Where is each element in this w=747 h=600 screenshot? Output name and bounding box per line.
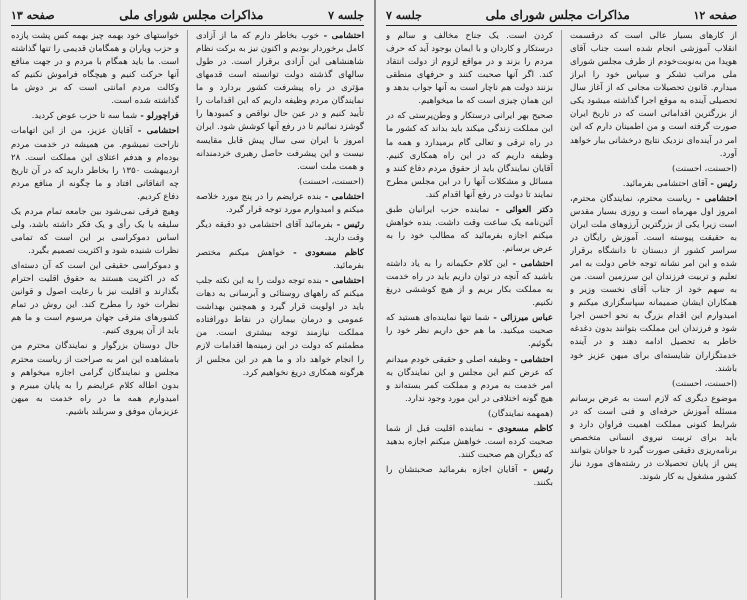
header-title: مذاکرات مجلس شورای ملی [119, 8, 264, 22]
paragraph-text: (احسنت، احسنت) [298, 176, 364, 187]
session-label: جلسه ۷ [328, 8, 364, 22]
speaker-paragraph [570, 193, 737, 376]
text-paragraph [570, 378, 737, 391]
paragraph-text: و دموکراسی حقیقی این است که آن دسته‌ای که در اکثریت هستند به حقوق اقلیت احترام بگذارند و اقلیت نیز با رعایت اصول و قوانین نظرات خود را مطرح کند. این روش در تمام کشورهای مترقی جهان مرسوم است و ما هم باید از آن پیروی کنیم. [10, 261, 180, 337]
paragraph-text: نماینده اقلیت قبل از شما صحبت کرده است. خواهش میکنم اجازه بدهید که دیگران هم صحبت کنند. [385, 423, 554, 460]
speaker-paragraph [386, 423, 553, 462]
text-paragraph [11, 260, 179, 338]
paragraph-text: خواهش میکنم مختصر بفرمائید. [195, 248, 364, 272]
paragraph-text: خوب بخاطر دارم که ما از آزادی کامل برخوردار بودیم و اکنون نیز به برکت نظام شاهنشاهی این آزادی برقرار است. در طول سالهای گذشته دولت توانسته است قدمهای مؤثری در راه پیشرفت کشور بردارد و ما نمایندگان مردم وظیفه داریم که این اقدامات را تأیید کنیم و در عین حال نواقص و کمبودها را گوشزد نمائیم تا در رفع آنها کوشش شود. ایران امروز با ایران سی سال پیش قابل مقایسه نیست و این پیشرفت حاصل رهبری خردمندانه و همت ملت است. [195, 31, 364, 172]
paragraph-text: حال دوستان بزرگوار و نمایندگان محترم من بامشاهده این امر به صراحت از ریاست محترم مجلس و نمایندگان گرامی اجازه میخواهم و بدون اطاله کلام عرایضم را به پایان میبرم و امیدوارم همه ما در راه خدمت به میهن عزیزمان موفق و سربلند باشیم. [10, 341, 180, 417]
speaker-name: کاظم مسعودی - [483, 423, 554, 434]
speaker-name: رئیس - [517, 465, 554, 475]
speaker-name: احتشامی - [507, 259, 554, 270]
paragraph-text: شما سه تا حزب عوض کردید. [31, 111, 138, 122]
speaker-name: احتشامی - [691, 193, 737, 204]
speaker-paragraph [386, 354, 553, 406]
text-paragraph [570, 163, 737, 176]
paragraph-text: صحیح بهر ایرانی درستکار و وطن‌پرستی که در این مملکت زندگی میکند باید بداند که کشور ما در راه ترقی و تعالی گام برمیدارد و همه ما وظیفه داریم که در این راه همکاری کنیم. آقایان نمایندگان باید از حقوق مردم دفاع کنند و مسائل و مشکلات آنها را در این مجلس مطرح نمایند تا دولت در رفع آنها اقدام کند. [385, 111, 554, 200]
speaker-paragraph [570, 178, 737, 191]
text-paragraph [386, 110, 553, 201]
speaker-paragraph [386, 312, 553, 351]
speaker-paragraph [196, 275, 364, 380]
text-paragraph [11, 30, 179, 108]
page-12 [374, 0, 747, 600]
speaker-paragraph [11, 125, 179, 203]
text-paragraph [570, 30, 737, 161]
text-paragraph [570, 393, 737, 484]
paragraph-text: (احسنت، احسنت) [671, 378, 737, 389]
speaker-paragraph [11, 110, 179, 123]
speaker-name: دکتر العوائی - [489, 204, 554, 215]
paragraph-text: (احسنت، احسنت) [671, 163, 737, 174]
paragraph-text: بنده عرایضم را در پنج مورد خلاصه میکنم و امیدوارم مورد توجه قرار گیرد. [195, 191, 364, 215]
text-paragraph [196, 176, 364, 189]
speaker-paragraph [196, 191, 364, 217]
speaker-paragraph [386, 204, 553, 256]
page-number: صفحه ۱۳ [11, 8, 55, 22]
text-paragraph [11, 206, 179, 258]
paragraph-text: ریاست محترم، نمایندگان محترم، امروز اول مهرماه است و روزی بسیار مقدس است زیرا یکی از بزرگترین آرزوهای ملت ایران به حقیقت پیوسته است. آموزش رایگان در سراسر کشور از دبستان تا دانشگاه برقرار شده و این امر نشانه توجه خاص دولت به امر تعلیم و تربیت فرزندان این سرزمین است. من به سهم خود از جناب آقای نخست وزیر و همکاران ایشان صمیمانه سپاسگزاری میکنم و امیدوارم این اقدام بزرگ به نحو احسن اجرا شود و فرزندان این مملکت بتوانند بدون دغدغه خاطر به تحصیل ادامه دهند و در آینده خدمتگزاران شایسته‌ای برای میهن عزیز خود باشند. [569, 193, 737, 374]
paragraph-text: وظیفه اصلی و حقیقی خودم میدانم که عرض کنم این مجلس و این نمایندگان به امر خدمت به مردم و مملکت کمر بسته‌اند و هیچ گونه اختلافی در این مورد وجود ندارد. [385, 354, 554, 404]
speaker-paragraph [386, 258, 553, 310]
session-label: جلسه ۷ [386, 8, 422, 22]
paragraph-text: آقایان عزیز، من از این اتهامات ناراحت نمیشوم. من همیشه در خدمت مردم بوده‌ام و هدفم اعتلای این مملکت است. ۲۸ اردیبهشت ۱۳۵۰ را بخاطر دارید که در آن تاریخ چه اتفاقاتی افتاد و ما چگونه از منافع مردم دفاع کردیم. [10, 126, 180, 202]
paragraph-text: آقایان اجازه بفرمائید صحبتشان را بکنند. [385, 465, 554, 489]
speaker-name: احتشامی - [132, 126, 180, 137]
paragraph-text: شما تنها نماینده‌ای هستید که صحبت میکنید. ما هم حق داریم نظر خود را بگوئیم. [385, 313, 554, 350]
paragraph-text: خواستهای خود بهمه چیز بهمه کس پشت پازده و حزب ویاران و همگامان قدیمی را تنها گذاشته است. ما باید همگام با مردم و در جهت منافع آنها حرکت کنیم و هیچگاه فراموش نکنیم که وکالت مردم امانتی است که بر دوش ما گذاشته شده است. [10, 31, 180, 107]
page-columns [11, 30, 364, 598]
page-header [386, 8, 737, 26]
speaker-name: رئیس - [332, 219, 364, 230]
paragraph-text: کردن است. یک جناح مخالف و سالم و درستکار و کاردان و با ایمان بوجود آید که حرف مردم را بزند و در مواقع لزوم از دولت انتقاد کند. اگر آنها صحبت کنند و حرفهای منطقی بزنند دولت هم ناچار است به آنها جواب بدهد و این همان چیزی است که ما میخواهیم. [385, 31, 554, 107]
page-header [11, 8, 364, 26]
speaker-name: احتشامی - [321, 191, 364, 202]
speaker-name: فراچورلو - [137, 111, 180, 122]
speaker-paragraph [196, 247, 364, 273]
text-paragraph [386, 30, 553, 108]
text-column-right [196, 30, 364, 598]
page-number: صفحه ۱۲ [693, 8, 737, 22]
paragraph-text: آقای احتشامی بفرمائید. [622, 178, 708, 189]
speaker-name: احتشامی - [319, 31, 364, 41]
text-column-right [570, 30, 737, 598]
paragraph-text: (همهمه نمایندگان) [488, 408, 554, 419]
paragraph-text: از کارهای بسیار عالی است که درقسمت انقلاب آموزشی انجام شده است جناب آقای هویدا من به‌نوبت‌خودم از طرف مجلس شورای ملی مراتب تشکر و سپاس خود را ابراز میدارم. قانون تحصیلات مجانی که از آغاز سال تحصیلی آینده به موقع اجرا گذاشته میشود یکی از بزرگترین اقداماتی است که در تاریخ ایران صورت گرفته است و من اطمینان دارم که این امر در آینده‌ای نزدیک نتایج درخشانی ببار خواهد آورد. [569, 31, 737, 159]
speaker-paragraph [196, 219, 364, 245]
text-column-left [386, 30, 553, 598]
header-title: مذاکرات مجلس شورای ملی [485, 8, 630, 22]
speaker-paragraph [196, 30, 364, 174]
column-divider [561, 30, 562, 598]
page-13 [1, 0, 374, 600]
text-column-left [11, 30, 179, 598]
paragraph-text: وهیچ فرقی نمی‌شود بین جامعه تمام مردم یک سلیقه یا یک رأی و یک فکر داشته باشد، ولی اساس دموکراسی بر این است که تمامی نظرات شنیده شود و اکثریت تصمیم بگیرد. [10, 206, 180, 256]
speaker-name: احتشامی - [511, 354, 553, 365]
paragraph-text: موضوع دیگری که لازم است به عرض برسانم مسئله آموزش حرفه‌ای و فنی است که در شرایط کنونی مملکت اهمیت فراوان دارد و باید برای تربیت نیروی انسانی متخصص برنامه‌ریزی دقیقی صورت گیرد تا جوانان بتوانند پس از پایان تحصیلات در رشته‌های مورد نیاز کشور مشغول به کار شوند. [569, 393, 737, 483]
speaker-paragraph [386, 464, 553, 490]
column-divider [187, 30, 188, 598]
speaker-name: کاظم مسعودی - [284, 248, 364, 258]
speaker-name: احتشامی - [321, 276, 364, 287]
paragraph-text: این کلام حکیمانه را به یاد داشته باشید که آنچه در توان داریم باید در راه خدمت به مملکت بکار بریم و از هیچ کوششی دریغ نکنیم. [385, 259, 554, 309]
paragraph-text: بفرمائید آقای احتشامی دو دقیقه دیگر وقت دارید. [195, 219, 364, 243]
text-paragraph [386, 408, 553, 421]
paragraph-text: بنده توجه دولت را به این نکته جلب میکنم که راههای روستائی و آبرسانی به دهات باید در اولویت قرار گیرد و همچنین بهداشت عمومی و درمان بیماران در نقاط دورافتاده مملکت نیازمند توجه بیشتری است. من مطمئنم که دولت در این زمینه‌ها اقدامات لازم را انجام خواهد داد و ما هم در این مجلس از هرگونه همکاری دریغ نخواهیم کرد. [195, 276, 364, 378]
speaker-name: رئیس - [707, 178, 737, 189]
speaker-name: عباس میرزائی - [489, 313, 554, 324]
page-columns [386, 30, 737, 598]
text-paragraph [11, 340, 179, 418]
paragraph-text: نماینده حزب ایرانیان طبق آئین‌نامه یک ساعت وقت داشت. بنده خواهش میکنم اجازه بفرمائید که مطالب خود را به عرض برسانم. [385, 204, 554, 254]
